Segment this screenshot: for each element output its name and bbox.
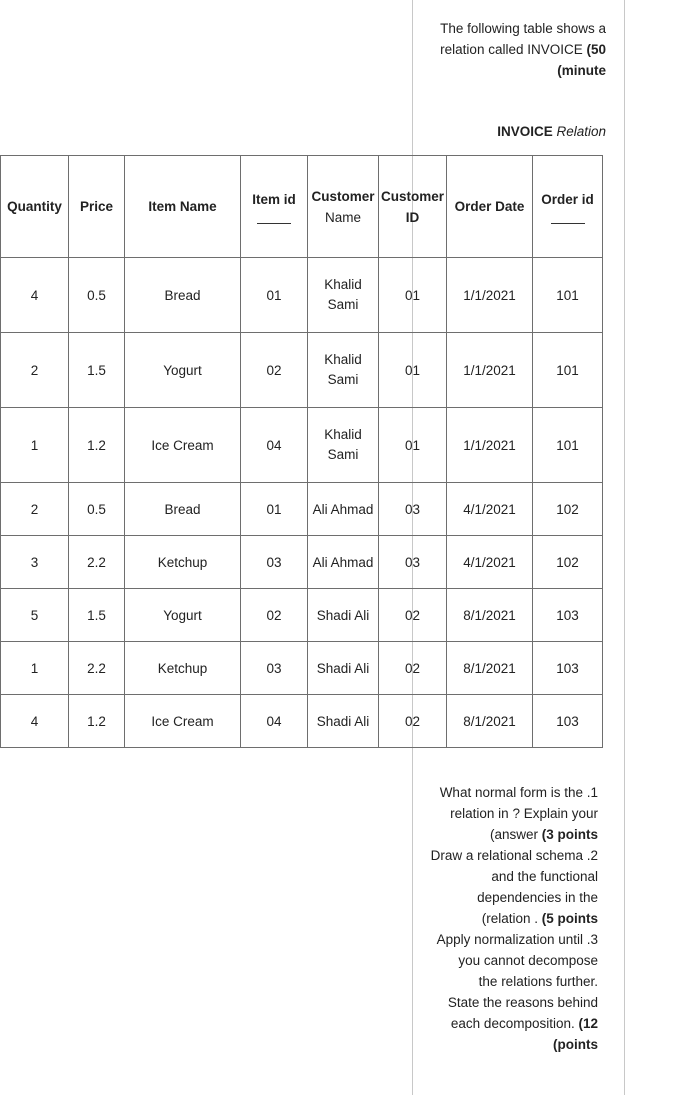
cell-price: 1.5 <box>69 589 125 642</box>
table-row <box>1 589 603 642</box>
intro-line <box>430 39 606 60</box>
header-line: Name <box>324 209 361 225</box>
cell-quantity: 1 <box>1 642 69 695</box>
header-item-id-label: Item id <box>252 191 296 207</box>
question-text: (answer <box>489 827 542 842</box>
header-quantity: Quantity <box>1 156 69 258</box>
cell-order-date: 1/1/2021 <box>447 408 533 483</box>
cell-quantity: 2 <box>1 483 69 536</box>
cell-quantity: 3 <box>1 536 69 589</box>
cell-order-id: 101 <box>533 258 603 333</box>
table-header-row <box>1 156 603 258</box>
cell-item-name: Ice Cream <box>125 408 241 483</box>
header-order-id <box>533 156 603 258</box>
cell-customer-name: Ali Ahmad <box>308 536 379 589</box>
cell-price: 2.2 <box>69 642 125 695</box>
header-order-id-label: Order id <box>541 191 594 207</box>
header-line: ID <box>405 209 420 225</box>
question-line <box>424 908 598 929</box>
cell-item-name: Ice Cream <box>125 695 241 748</box>
cell-customer-id: 02 <box>379 589 447 642</box>
cell-item-id: 02 <box>241 589 308 642</box>
cell-customer-name: Ali Ahmad <box>308 483 379 536</box>
question-text: each decomposition. <box>450 1016 579 1031</box>
question-line: What normal form is the .1 <box>439 785 598 800</box>
header-item-id <box>241 156 308 258</box>
cell-customer-id: 01 <box>379 258 447 333</box>
question-line: Apply normalization until .3 <box>436 932 598 947</box>
header-price: Price <box>69 156 125 258</box>
header-item-name: Item Name <box>125 156 241 258</box>
cell-quantity: 2 <box>1 333 69 408</box>
intro-line: The following table shows a <box>440 21 606 36</box>
table-row <box>1 536 603 589</box>
cell-price: 0.5 <box>69 483 125 536</box>
cell-customer-name: Shadi Ali <box>308 695 379 748</box>
cell-order-id: 102 <box>533 483 603 536</box>
cell-item-id: 02 <box>241 333 308 408</box>
cell-quantity: 1 <box>1 408 69 483</box>
cell-item-name: Bread <box>125 258 241 333</box>
cell-customer-name <box>308 408 379 483</box>
header-line: Customer <box>380 188 444 204</box>
caption-bold: INVOICE <box>497 124 553 139</box>
question-line: Draw a relational schema .2 <box>430 848 598 863</box>
question-points: (12 <box>578 1016 598 1031</box>
intro-paragraph <box>430 18 606 81</box>
cell-quantity: 4 <box>1 695 69 748</box>
cell-customer-id: 01 <box>379 333 447 408</box>
header-customer-id <box>379 156 447 258</box>
question-line: and the functional <box>491 869 598 884</box>
cell-quantity: 4 <box>1 258 69 333</box>
intro-line: (minute <box>557 63 606 78</box>
cell-customer-id: 02 <box>379 695 447 748</box>
header-order-date: Order Date <box>447 156 533 258</box>
cell-order-date: 4/1/2021 <box>447 536 533 589</box>
table-row <box>1 258 603 333</box>
question-points: (5 points <box>541 911 598 926</box>
cell-item-id: 03 <box>241 536 308 589</box>
intro-text: relation called INVOICE <box>440 42 587 57</box>
cell-customer-id: 03 <box>379 536 447 589</box>
cell-item-id: 01 <box>241 483 308 536</box>
cell-order-date: 1/1/2021 <box>447 333 533 408</box>
cell-customer-id: 03 <box>379 483 447 536</box>
cell-line: Sami <box>327 447 359 462</box>
cell-item-name: Ketchup <box>125 642 241 695</box>
cell-order-id: 103 <box>533 642 603 695</box>
cell-price: 0.5 <box>69 258 125 333</box>
caption-italic: Relation <box>556 124 606 139</box>
invoice-table <box>0 155 603 748</box>
cell-order-id: 103 <box>533 695 603 748</box>
table-row <box>1 408 603 483</box>
cell-line: Khalid <box>324 277 362 292</box>
cell-line: Sami <box>327 372 359 387</box>
cell-order-id: 101 <box>533 408 603 483</box>
cell-order-id: 103 <box>533 589 603 642</box>
question-line <box>424 824 598 845</box>
question-line: the relations further. <box>478 974 598 989</box>
cell-customer-id: 02 <box>379 642 447 695</box>
question-line <box>424 1013 598 1034</box>
cell-item-name: Ketchup <box>125 536 241 589</box>
table-caption <box>497 124 606 139</box>
table-row <box>1 483 603 536</box>
cell-item-id: 04 <box>241 695 308 748</box>
cell-order-date: 8/1/2021 <box>447 695 533 748</box>
cell-customer-name: Shadi Ali <box>308 642 379 695</box>
cell-quantity: 5 <box>1 589 69 642</box>
cell-customer-name <box>308 333 379 408</box>
cell-item-id: 01 <box>241 258 308 333</box>
cell-line: Khalid <box>324 352 362 367</box>
question-line: you cannot decompose <box>458 953 598 968</box>
cell-order-id: 102 <box>533 536 603 589</box>
cell-price: 2.2 <box>69 536 125 589</box>
questions-paragraph <box>424 782 598 1055</box>
cell-price: 1.2 <box>69 408 125 483</box>
cell-customer-id: 01 <box>379 408 447 483</box>
cell-item-name: Yogurt <box>125 333 241 408</box>
header-customer-name <box>308 156 379 258</box>
cell-order-id: 101 <box>533 333 603 408</box>
table-row <box>1 695 603 748</box>
cell-line: Sami <box>327 297 359 312</box>
primary-key-underline <box>257 223 291 224</box>
cell-order-date: 1/1/2021 <box>447 258 533 333</box>
question-line: relation in ? Explain your <box>450 806 598 821</box>
page-margin-line <box>624 0 625 1095</box>
question-line: State the reasons behind <box>447 995 598 1010</box>
question-line: dependencies in the <box>477 890 598 905</box>
primary-key-underline <box>551 223 585 224</box>
table-row <box>1 333 603 408</box>
table-row <box>1 642 603 695</box>
cell-line: Khalid <box>324 427 362 442</box>
cell-order-date: 8/1/2021 <box>447 642 533 695</box>
intro-bold: (50 <box>586 42 606 57</box>
cell-item-name: Bread <box>125 483 241 536</box>
cell-item-id: 04 <box>241 408 308 483</box>
question-line: (points <box>553 1037 598 1052</box>
cell-price: 1.2 <box>69 695 125 748</box>
question-text: (relation . <box>481 911 542 926</box>
cell-order-date: 8/1/2021 <box>447 589 533 642</box>
cell-customer-name <box>308 258 379 333</box>
question-points: (3 points <box>541 827 598 842</box>
header-line: Customer <box>311 188 375 204</box>
cell-price: 1.5 <box>69 333 125 408</box>
cell-item-name: Yogurt <box>125 589 241 642</box>
cell-item-id: 03 <box>241 642 308 695</box>
cell-order-date: 4/1/2021 <box>447 483 533 536</box>
cell-customer-name: Shadi Ali <box>308 589 379 642</box>
